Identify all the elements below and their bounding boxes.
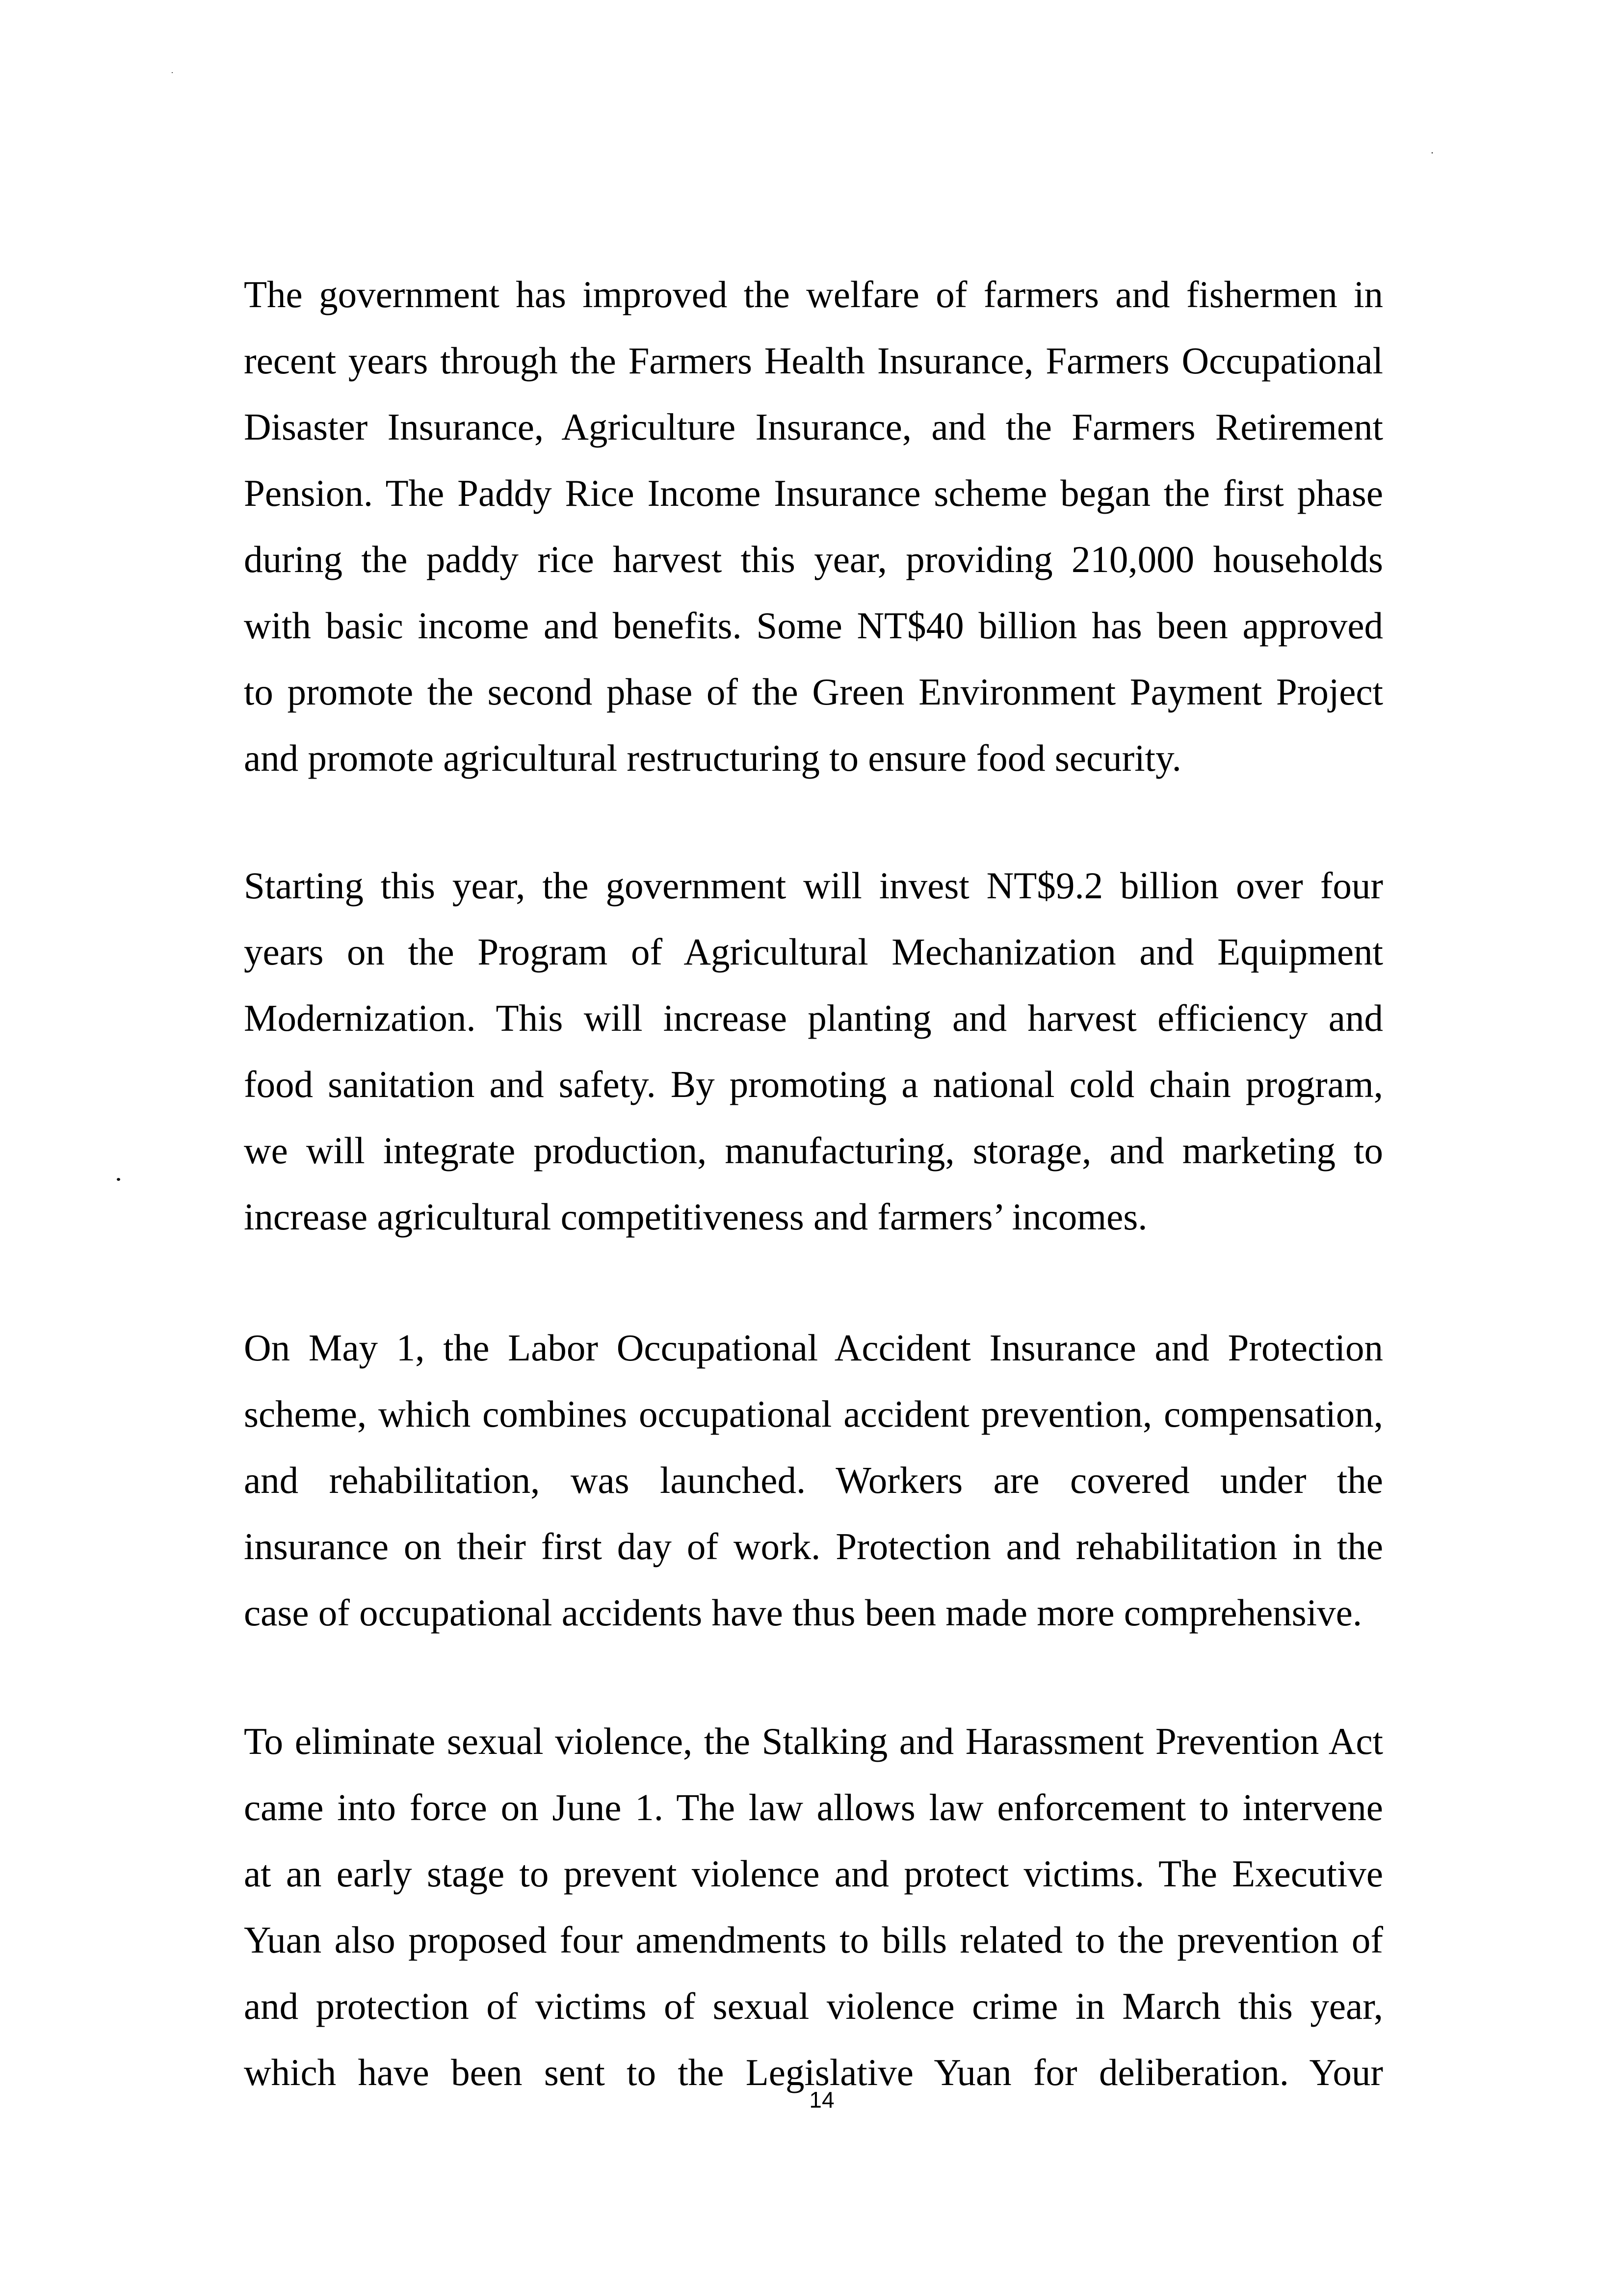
text-line: and protection of victims of sexual violence crime in March this year,	[244, 1985, 1383, 2027]
text-line: at an early stage to prevent violence and protect victims. The Executive	[244, 1852, 1383, 1895]
text-line: case of occupational accidents have thus been made more comprehensive.	[244, 1592, 1362, 1634]
text-line: food sanitation and safety. By promoting a national cold chain program,	[244, 1063, 1383, 1105]
text-line: with basic income and benefits. Some NT$40 billion has been approved	[244, 604, 1383, 647]
text-line: which have been sent to the Legislative Yuan for deliberation. Your	[244, 2051, 1383, 2093]
text-line: and promote agricultural restructuring to ensure food security.	[244, 737, 1181, 779]
paragraph-sexual-violence-prevention	[244, 1708, 1383, 2106]
paragraph-farmers-welfare	[244, 261, 1383, 791]
text-line: The government has improved the welfare of farmers and fishermen in	[244, 273, 1383, 315]
text-line: scheme, which combines occupational accident prevention, compensation,	[244, 1393, 1383, 1435]
text-line: during the paddy rice harvest this year, providing 210,000 households	[244, 538, 1383, 580]
paragraph-labor-insurance	[244, 1315, 1383, 1646]
text-line: to promote the second phase of the Green Environment Payment Project	[244, 671, 1383, 713]
text-line: Pension. The Paddy Rice Income Insurance scheme began the first phase	[244, 472, 1383, 514]
scan-speck	[172, 72, 173, 73]
text-line: and rehabilitation, was launched. Workers are covered under the	[244, 1459, 1383, 1501]
text-line: came into force on June 1. The law allows law enforcement to intervene	[244, 1786, 1383, 1828]
text-line: On May 1, the Labor Occupational Accident Insurance and Protection	[244, 1327, 1383, 1369]
page-number: 14	[809, 2087, 835, 2113]
scan-speck	[117, 1178, 120, 1181]
paragraph-agricultural-mechanization	[244, 853, 1383, 1250]
text-line: years on the Program of Agricultural Mechanization and Equipment	[244, 931, 1383, 973]
text-line: Disaster Insurance, Agriculture Insurance, and the Farmers Retirement	[244, 406, 1383, 448]
scan-speck	[1432, 152, 1433, 154]
text-line: recent years through the Farmers Health Insurance, Farmers Occupational	[244, 339, 1383, 382]
text-line: insurance on their first day of work. Protection and rehabilitation in the	[244, 1525, 1383, 1567]
text-line: increase agricultural competitiveness and farmers’ incomes.	[244, 1196, 1148, 1238]
text-line: Modernization. This will increase planting and harvest efficiency and	[244, 997, 1383, 1039]
text-line: To eliminate sexual violence, the Stalking and Harassment Prevention Act	[244, 1720, 1383, 1762]
text-line: we will integrate production, manufacturing, storage, and marketing to	[244, 1129, 1383, 1172]
text-line: Starting this year, the government will invest NT$9.2 billion over four	[244, 864, 1383, 907]
text-line: Yuan also proposed four amendments to bills related to the prevention of	[244, 1919, 1383, 1961]
